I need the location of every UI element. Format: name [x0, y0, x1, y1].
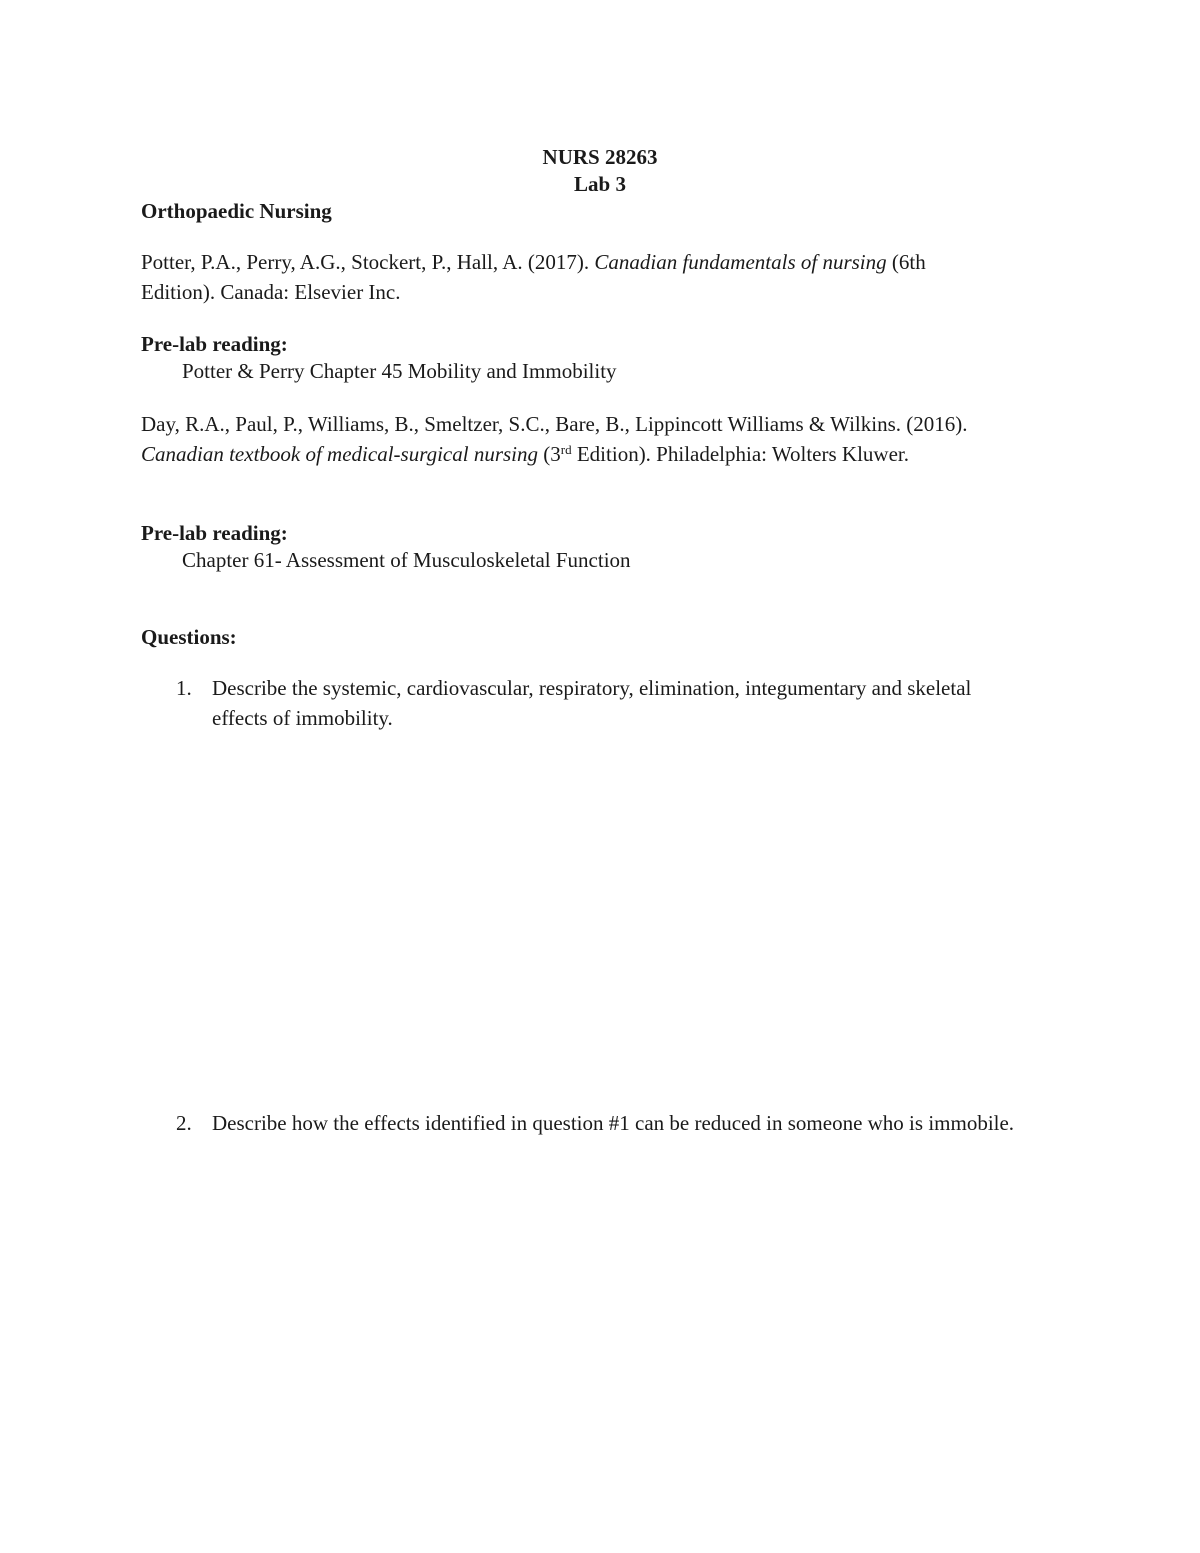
prelab-text-1: Potter & Perry Chapter 45 Mobility and Immobility	[182, 359, 617, 383]
reference-2-edition: (3	[538, 442, 561, 466]
reference-1-authors: Potter, P.A., Perry, A.G., Stockert, P., Hall, A. (2017).	[141, 250, 595, 274]
reference-1	[141, 247, 1041, 307]
reference-2-rest: Edition). Philadelphia: Wolters Kluwer.	[571, 442, 909, 466]
reference-1-edition: (6th	[886, 250, 926, 274]
question-1-text: Describe the systemic, cardiovascular, respiratory, elimination, integumentary and skeletal effects of immobility.	[212, 676, 972, 730]
reference-2-edition-sup: rd	[560, 442, 572, 457]
lab-title: Lab 3	[574, 172, 626, 196]
reference-2	[141, 409, 1021, 469]
prelab-text-2: Chapter 61- Assessment of Musculoskeletal Function	[182, 548, 631, 572]
reference-1-rest: Edition). Canada: Elsevier Inc.	[141, 280, 401, 304]
prelab-label-2: Pre-lab reading:	[141, 521, 288, 545]
question-2-text: Describe how the effects identified in question #1 can be reduced in someone who is immobile.	[212, 1111, 1015, 1135]
question-2-number: 2.	[176, 1111, 192, 1135]
reference-2-authors: Day, R.A., Paul, P., Williams, B., Smeltzer, S.C., Bare, B., Lippincott Williams & Wilkins. (2016).	[141, 412, 968, 436]
reference-1-title: Canadian fundamentals of nursing	[594, 250, 887, 274]
questions-heading: Questions:	[141, 625, 237, 649]
reference-2-title: Canadian textbook of medical-surgical nursing	[141, 442, 539, 466]
topic-heading: Orthopaedic Nursing	[141, 199, 332, 223]
prelab-label-1: Pre-lab reading:	[141, 332, 288, 356]
question-1-number: 1.	[176, 676, 192, 700]
course-code: NURS 28263	[542, 145, 658, 169]
